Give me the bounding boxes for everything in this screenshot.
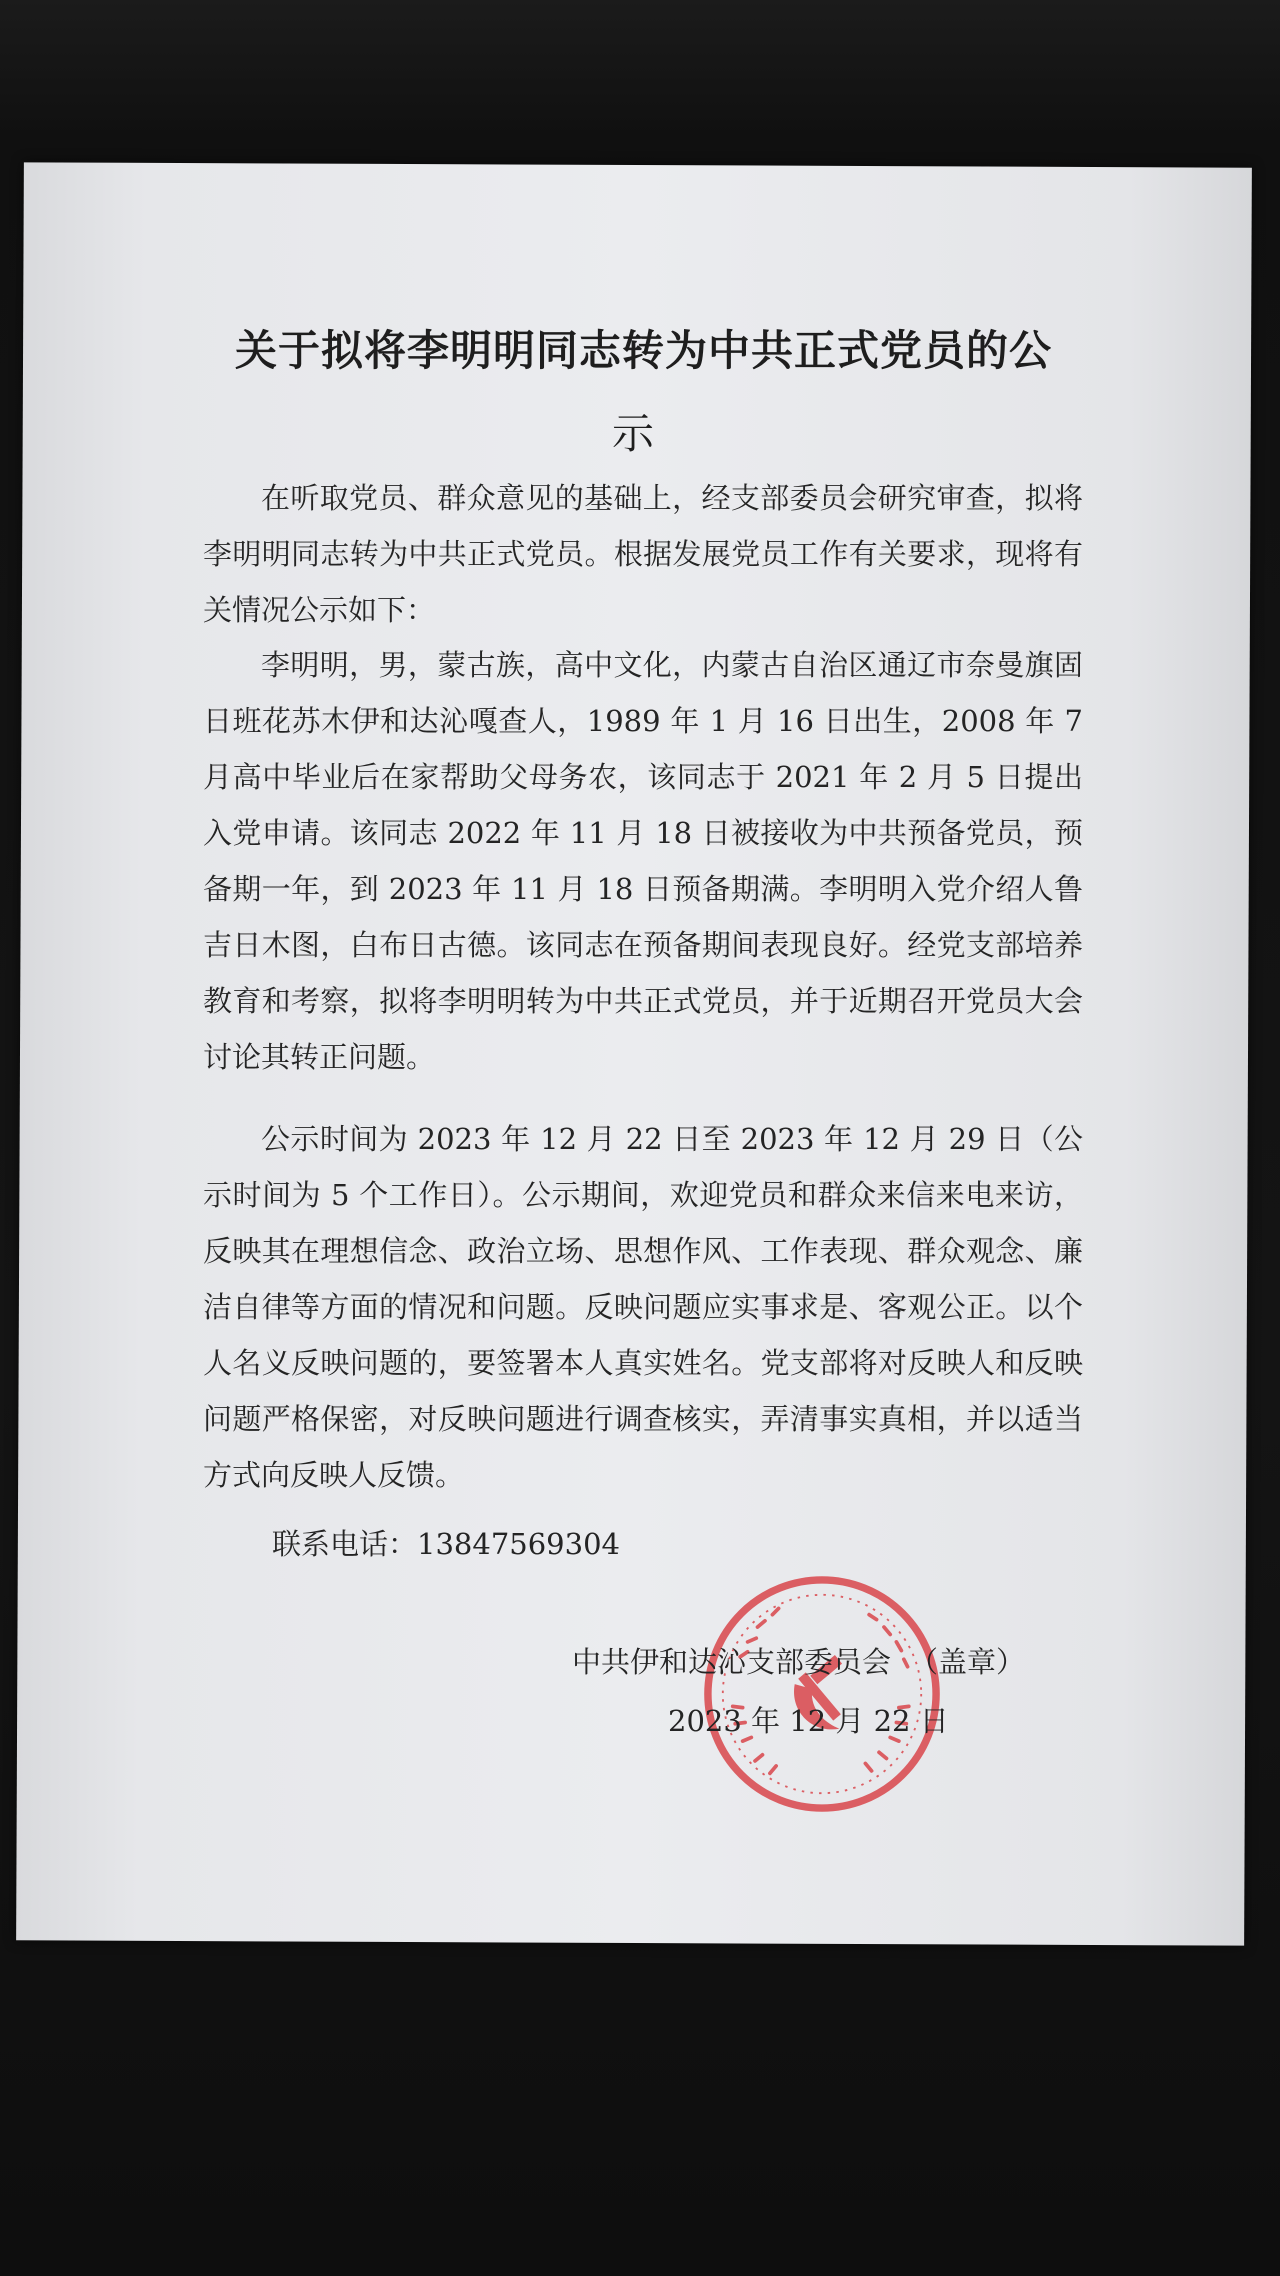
contact-label: 联系电话： [272, 1527, 418, 1561]
contact-line [272, 1516, 620, 1572]
intro-paragraph: 在听取党员、群众意见的基础上，经支部委员会研究审查，拟将李明明同志转为中共正式党员。根据发展党员工作有关要求，现将有关情况公示如下： [203, 481, 1083, 627]
notice-title-continued: 示 [612, 409, 655, 458]
notice-title: 关于拟将李明明同志转为中共正式党员的公 [235, 326, 1053, 375]
contact-phone: 13847569304 [417, 1527, 620, 1561]
publicity-paragraph: 公示时间为 2023 年 12 月 22 日至 2023 年 12 月 29 日（公示时间为 5 个工作日）。公示期间，欢迎党员和群众来信来电来访，反映其在理想信念、政治立场、思想作风、工作表现、群众观念、廉洁自律等方面的情况和问题。反映问题应实事求是、客观公正。以个人名义反映问题的，要签署本人真实姓名。党支部将对反映人和反映问题严格保密，对反映问题进行调查核实，弄清事实真相，并以适当方式向反映人反馈。 [203, 1122, 1083, 1492]
organization-signature-line [572, 1634, 1025, 1690]
notice-date: 2023 年 12 月 22 日 [668, 1704, 949, 1738]
profile-paragraph: 李明明，男，蒙古族，高中文化，内蒙古自治区通辽市奈曼旗固日班花苏木伊和达沁嘎查人，1989 年 1 月 16 日出生，2008 年 7 月高中毕业后在家帮助父母务农，该同志于 2021 年 2 月 5 日提出入党申请。该同志 2022 年 11 月 18 日被接收为中共预备党员，预备期一年，到 2023 年 11 月 18 日预备期满。李明明入党介绍人鲁吉日木图，白布日古德。该同志在预备期间表现良好。经党支部培养教育和考察，拟将李明明转为中共正式党员，并于近期召开党员大会讨论其转正问题。 [203, 648, 1083, 1074]
seal-note: （盖章） [909, 1645, 1026, 1679]
organization-name: 中共伊和达沁支部委员会 [572, 1645, 892, 1679]
